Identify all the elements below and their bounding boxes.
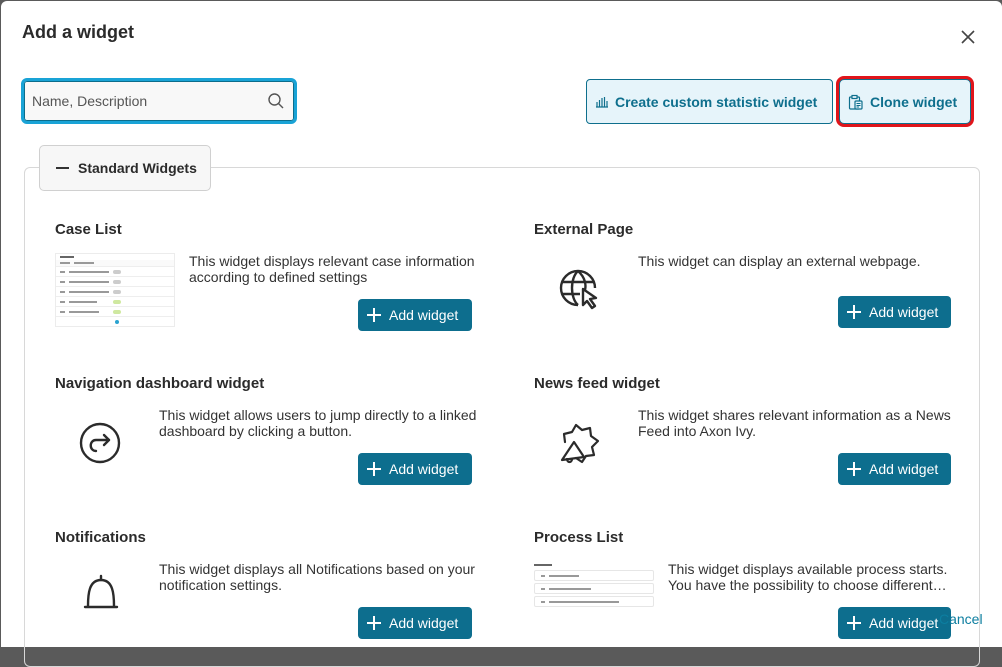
create-stat-label: Create custom statistic widget	[615, 93, 818, 110]
widget-title: Process List	[534, 529, 624, 546]
widget-description: This widget shares relevant information as a News Feed into Axon Ivy.	[638, 407, 951, 439]
dialog-title: Add a widget	[22, 22, 134, 42]
plus-icon	[367, 462, 381, 476]
add-widget-button-case-list[interactable]	[358, 299, 472, 331]
circle-arrow-right-icon	[79, 422, 121, 464]
process-list-preview	[534, 561, 654, 613]
widget-description: This widget allows users to jump directly to a linked dashboard by clicking a button.	[159, 407, 477, 439]
plus-icon	[367, 308, 381, 322]
plus-icon	[847, 462, 861, 476]
section-legend: Standard Widgets	[78, 160, 197, 176]
clipboard-icon	[848, 94, 864, 110]
widget-title: Navigation dashboard widget	[55, 375, 265, 392]
widget-description: This widget displays relevant case information according to defined settings	[189, 253, 475, 285]
add-widget-button-external-page[interactable]	[838, 296, 951, 328]
widget-title: News feed widget	[534, 375, 660, 392]
add-widget-label: Add widget	[389, 615, 459, 631]
add-widget-button-news-feed[interactable]	[838, 453, 951, 485]
plus-icon	[847, 305, 861, 319]
widget-title: External Page	[534, 221, 634, 238]
search-input[interactable]	[28, 85, 258, 117]
create-custom-statistic-widget-button[interactable]	[586, 79, 833, 124]
add-widget-dialog	[1, 1, 1002, 647]
add-widget-label: Add widget	[869, 461, 939, 477]
widget-description: This widget displays available process starts. You have the possibility to choose different…	[668, 561, 948, 593]
close-button[interactable]	[956, 25, 980, 49]
widget-description: This widget can display an external webpage.	[638, 253, 921, 269]
globe-cursor-icon	[558, 268, 602, 312]
add-widget-button-navigation-dashboard[interactable]	[358, 453, 472, 485]
widget-title: Case List	[55, 221, 122, 238]
widget-card-news-feed	[534, 375, 964, 505]
bar-chart-icon	[595, 96, 609, 108]
widget-description: This widget displays all Notifications based on your notification settings.	[159, 561, 475, 593]
widget-card-process-list	[534, 529, 964, 659]
widget-card-notifications	[55, 529, 485, 659]
widget-card-external-page	[534, 221, 964, 351]
standard-widgets-toggle[interactable]	[39, 145, 211, 191]
add-widget-label: Add widget	[389, 461, 459, 477]
bell-icon	[83, 574, 119, 610]
add-widget-label: Add widget	[869, 304, 939, 320]
widget-card-navigation-dashboard	[55, 375, 485, 505]
plus-icon	[367, 616, 381, 630]
clone-widget-button[interactable]	[839, 79, 971, 124]
close-icon	[961, 30, 975, 44]
add-widget-button-process-list[interactable]	[838, 607, 951, 639]
plus-icon	[847, 616, 861, 630]
add-widget-button-notifications[interactable]	[358, 607, 472, 639]
cancel-button[interactable]: Cancel	[939, 611, 983, 627]
widget-title: Notifications	[55, 529, 146, 546]
minus-icon	[56, 167, 69, 169]
add-widget-label: Add widget	[389, 307, 459, 323]
widget-card-case-list	[55, 221, 485, 351]
add-widget-label: Add widget	[869, 615, 939, 631]
search-icon[interactable]	[267, 92, 285, 110]
clone-label: Clone widget	[870, 93, 958, 110]
search-field[interactable]	[21, 78, 297, 124]
megaphone-badge-icon	[558, 422, 600, 464]
case-list-preview	[55, 253, 175, 327]
